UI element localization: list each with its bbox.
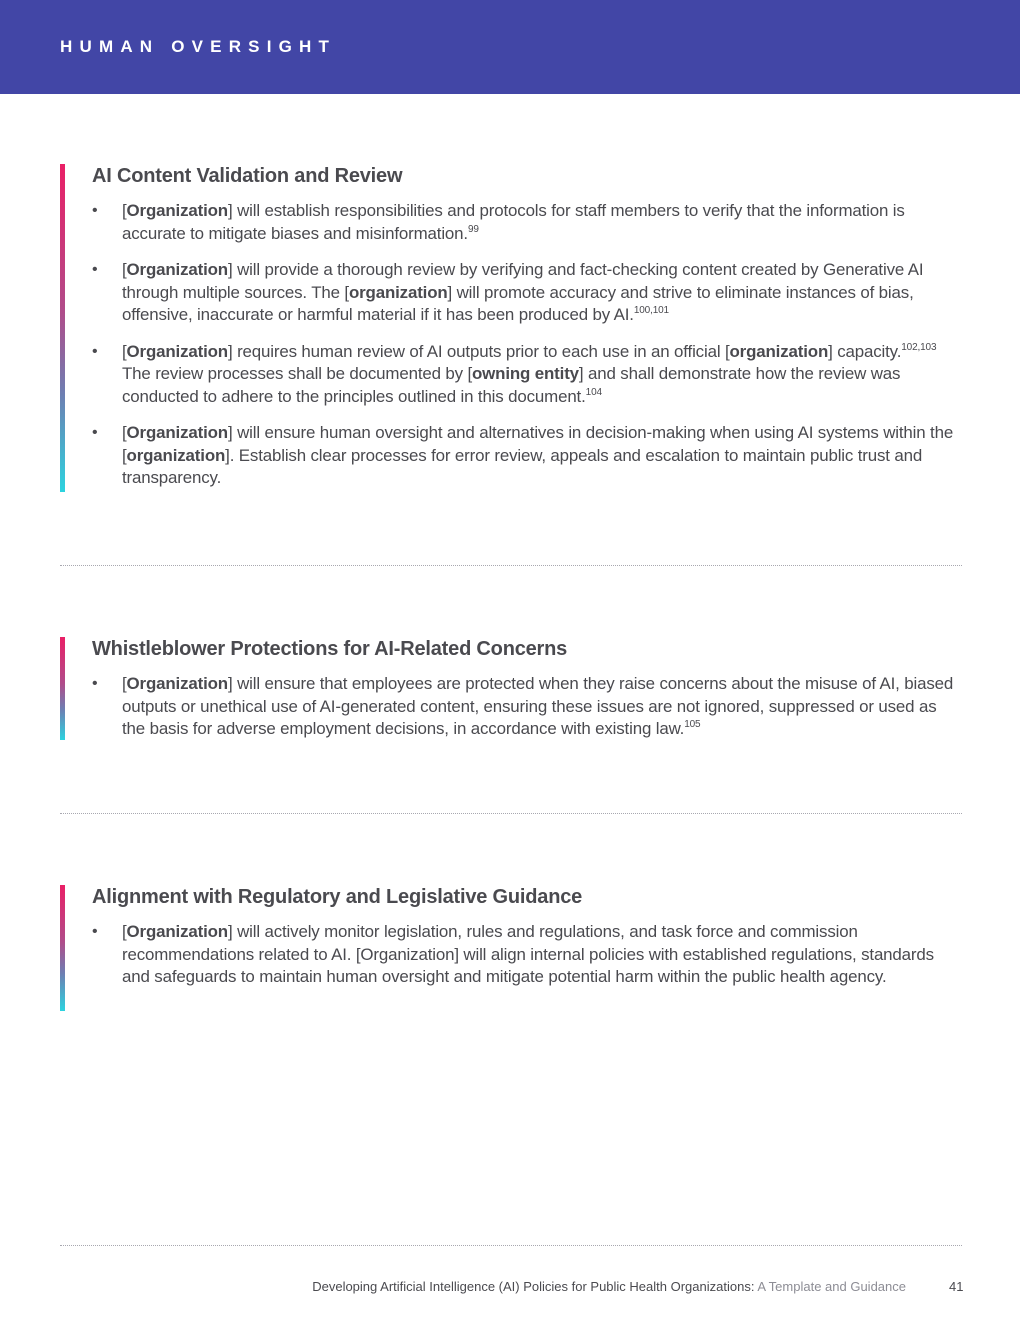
section-divider	[60, 565, 962, 566]
footer-subtitle: A Template and Guidance	[757, 1279, 906, 1294]
bullet-list	[92, 200, 962, 504]
bullet-text: [	[122, 201, 127, 220]
bullet-item	[92, 341, 962, 409]
emphasized-term: owning entity	[472, 364, 579, 383]
bullet-text: ] and shall demonstrate how the review was conducted to adhere to the principles outlined in this document.	[122, 364, 901, 406]
emphasized-term: Organization	[126, 922, 228, 941]
footer-document-title	[312, 1279, 906, 1294]
bullet-list	[92, 673, 962, 755]
footnote-reference: 104	[585, 386, 602, 398]
bullet-list	[92, 921, 962, 1003]
bullet-text: The review processes shall be documented by [	[122, 364, 473, 383]
bullet-item	[92, 259, 962, 327]
bullet-text: ] will establish responsibilities and protocols for staff members to verify that the information is accurate to mitigate biases and misinformation.	[122, 201, 905, 243]
bullet-text: [	[122, 423, 127, 442]
section-ai-content-validation	[60, 164, 962, 494]
header-band	[0, 0, 1020, 94]
section-heading: Alignment with Regulatory and Legislative Guidance	[92, 886, 583, 908]
bullet-item	[92, 422, 962, 490]
footnote-reference: 100,101	[633, 305, 669, 316]
bullet-dot-icon: •	[92, 424, 98, 441]
bullet-text: ] will promote accuracy and strive to eliminate instances of bias, offensive, inaccurate or harmful material if it has been produced by AI.	[122, 282, 914, 324]
emphasized-term: organization	[348, 282, 448, 302]
emphasized-term: Organization	[126, 201, 228, 220]
page-section-title: HUMAN OVERSIGHT	[60, 37, 337, 56]
bullet-item	[92, 200, 962, 245]
section-heading: Whistleblower Protections for AI-Related Concerns	[92, 638, 568, 660]
bullet-item	[92, 673, 962, 741]
bullet-text: ] will provide a thorough review by verifying and fact-checking content created by Generative AI through multiple sources. The [	[122, 260, 924, 302]
footnote-reference: 102,103	[901, 341, 937, 353]
section-divider	[60, 813, 962, 814]
section-accent-bar	[60, 885, 65, 1011]
emphasized-term: organization	[126, 445, 226, 465]
bullet-text: ] will ensure human oversight and alternatives in decision-making when using AI systems within the [	[122, 423, 954, 465]
bullet-text: ]. Establish clear processes for error review, appeals and escalation to maintain public trust and transparency.	[122, 445, 923, 487]
footnote-reference: 99	[467, 223, 479, 235]
bullet-text: ] capacity.	[828, 341, 902, 361]
footer-title: Developing Artificial Intelligence (AI) Policies for Public Health Organizations:	[312, 1279, 755, 1294]
section-whistleblower-protections	[60, 637, 962, 747]
page-number: 41	[949, 1279, 964, 1294]
section-accent-bar	[60, 637, 65, 740]
bullet-text: [	[122, 674, 127, 693]
bullet-text: [	[122, 922, 127, 941]
emphasized-term: Organization	[126, 260, 228, 279]
bullet-dot-icon: •	[92, 675, 98, 692]
bullet-text: [	[122, 260, 127, 279]
bullet-text: [	[122, 341, 127, 361]
section-regulatory-alignment	[60, 885, 962, 1015]
bullet-text: ] requires human review of AI outputs prior to each use in an official [	[227, 341, 730, 361]
footnote-reference: 105	[684, 719, 701, 730]
section-heading: AI Content Validation and Review	[92, 165, 403, 187]
bullet-item	[92, 921, 962, 989]
bullet-dot-icon: •	[92, 202, 98, 219]
footer-divider	[60, 1245, 962, 1246]
emphasized-term: organization	[729, 341, 829, 361]
bullet-text: ] will ensure that employees are protected when they raise concerns about the misuse of AI, biased outputs or unethical use of AI-generated content, ensuring these issues are not ignored, suppressed or used as the basis for adverse employment decisions, in accordance with existing law.	[122, 674, 954, 738]
bullet-dot-icon: •	[92, 261, 98, 278]
emphasized-term: Organization	[126, 341, 228, 361]
section-accent-bar	[60, 164, 65, 492]
emphasized-term: Organization	[126, 423, 228, 442]
bullet-dot-icon: •	[92, 923, 98, 940]
emphasized-term: Organization	[126, 674, 228, 693]
bullet-text: ] will actively monitor legislation, rules and regulations, and task force and commission recommendations related to AI. [Organization] will align internal policies with established regulations, standards and safeguards to maintain human oversight and mitigate potential harm within the public health agency.	[122, 922, 934, 986]
bullet-dot-icon: •	[92, 342, 98, 360]
